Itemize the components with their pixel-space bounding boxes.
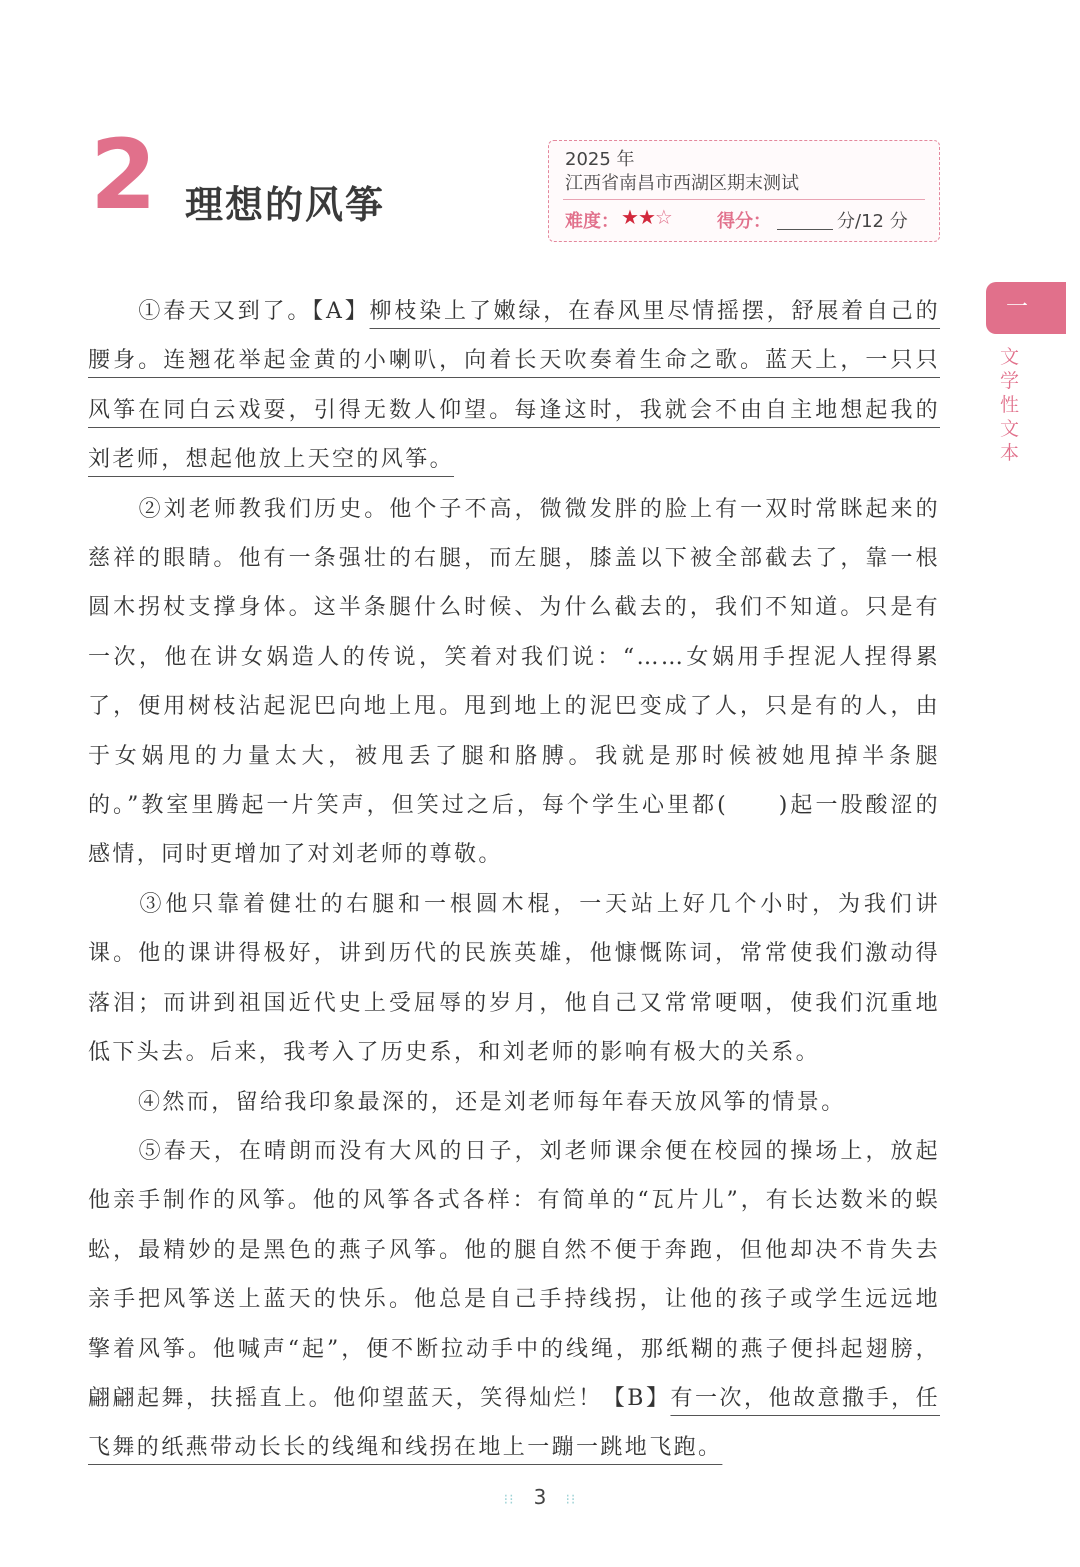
underlined-passage-b: 有一次，他故意撒手，任飞舞的纸燕带动长长的线绳和线拐在地上一蹦一跳地飞跑。 xyxy=(88,1385,940,1461)
exam-info-box xyxy=(548,140,940,242)
section-label: 文学性文本 xyxy=(1000,346,1020,464)
paragraph-2 xyxy=(88,485,940,880)
reading-passage xyxy=(88,287,940,1473)
page-number: 3 xyxy=(533,1485,547,1509)
chapter-title: 理想的风筝 xyxy=(185,183,386,227)
star-filled-icon: ★ xyxy=(637,205,655,229)
exam-year: 2025 年 xyxy=(565,149,635,170)
difficulty-stars xyxy=(621,205,672,229)
left-ornament: ⁝⁝ xyxy=(503,1492,515,1508)
right-ornament: ⁝⁝ xyxy=(565,1492,577,1508)
paragraph-4 xyxy=(88,1078,940,1127)
paragraph-3 xyxy=(88,880,940,1078)
info-divider xyxy=(563,199,925,200)
paragraph-lead: ①春天又到了。【A】 xyxy=(138,299,370,324)
underlined-passage-a: 柳枝染上了嫩绿，在春风里尽情摇摆，舒展着自己的腰身。连翘花举起金黄的小喇叭，向着长天吹奏着生命之歌。蓝天上，一只只风筝在同白云戏耍，引得无数人仰望。每逢这时，我就会不由自主地想起我的刘老师，想起他放上天空的风筝。 xyxy=(88,299,941,473)
section-tab: 一 xyxy=(986,282,1066,334)
paragraph-lead: ④然而，留给我印象最深的，还是刘老师每年春天放风筝的情景。 xyxy=(138,1089,846,1115)
score-total: 分/12 分 xyxy=(837,211,908,232)
paragraph-lead: ③他只靠着健壮的右腿和一根圆木棍，一天站上好几个小时，为我们讲课。他的课讲得极好，讲到历代的民族英雄，他慷慨陈词，常常使我们激动得落泪；而讲到祖国近代史上受屈辱的岁月，他自己又常常哽咽，使我们沉重地低下头去。后来，我考入了历史系，和刘老师的影响有极大的关系。 xyxy=(88,891,940,1066)
paragraph-5 xyxy=(88,1127,940,1473)
paragraph-lead: ②刘老师教我们历史。他个子不高，微微发胖的脸上有一双时常眯起来的慈祥的眼睛。他有一条强壮的右腿，而左腿，膝盖以下被全部截去了，靠一根圆木拐杖支撑身体。这半条腿什么时候、为什么截去的，我们不知道。只是有一次，他在讲女娲造人的传说，笑着对我们说：“……女娲用手捏泥人捏得累了，便用树枝沾起泥巴向地上甩。甩到地上的泥巴变成了人，只是有的人，由于女娲甩的力量太大，被甩丢了腿和胳膊。我就是那时候被她甩掉半条腿的。”教室里腾起一片笑声，但笑过之后，每个学生心里都( )起一股酸涩的感情，同时更增加了对刘老师的尊敬。 xyxy=(88,496,940,868)
exam-name: 江西省南昌市西湖区期末测试 xyxy=(565,173,799,194)
star-empty-icon: ☆ xyxy=(654,205,672,229)
chapter-number: 2 xyxy=(90,119,157,231)
score-blank[interactable] xyxy=(777,229,833,230)
paragraph-lead: ⑤春天，在晴朗而没有大风的日子，刘老师课余便在校园的操场上，放起他亲手制作的风筝。他的风筝各式各样：有简单的“瓦片儿”，有长达数米的蜈蚣，最精妙的是黑色的燕子风筝。他的腿自然不便于奔跑，但他却决不肯失去亲手把风筝送上蓝天的快乐。他总是自己手持线拐，让他的孩子或学生远远地擎着风筝。他喊声“起”，便不断拉动手中的线绳，那纸糊的燕子便抖起翅膀，翩翩起舞，扶摇直上。他仰望蓝天，笑得灿烂！【B】 xyxy=(88,1138,940,1411)
difficulty-label: 难度： xyxy=(565,211,619,232)
star-filled-icon: ★ xyxy=(621,205,638,229)
score-label: 得分： xyxy=(717,211,771,232)
page-footer xyxy=(0,1485,1080,1509)
paragraph-1 xyxy=(88,287,940,485)
